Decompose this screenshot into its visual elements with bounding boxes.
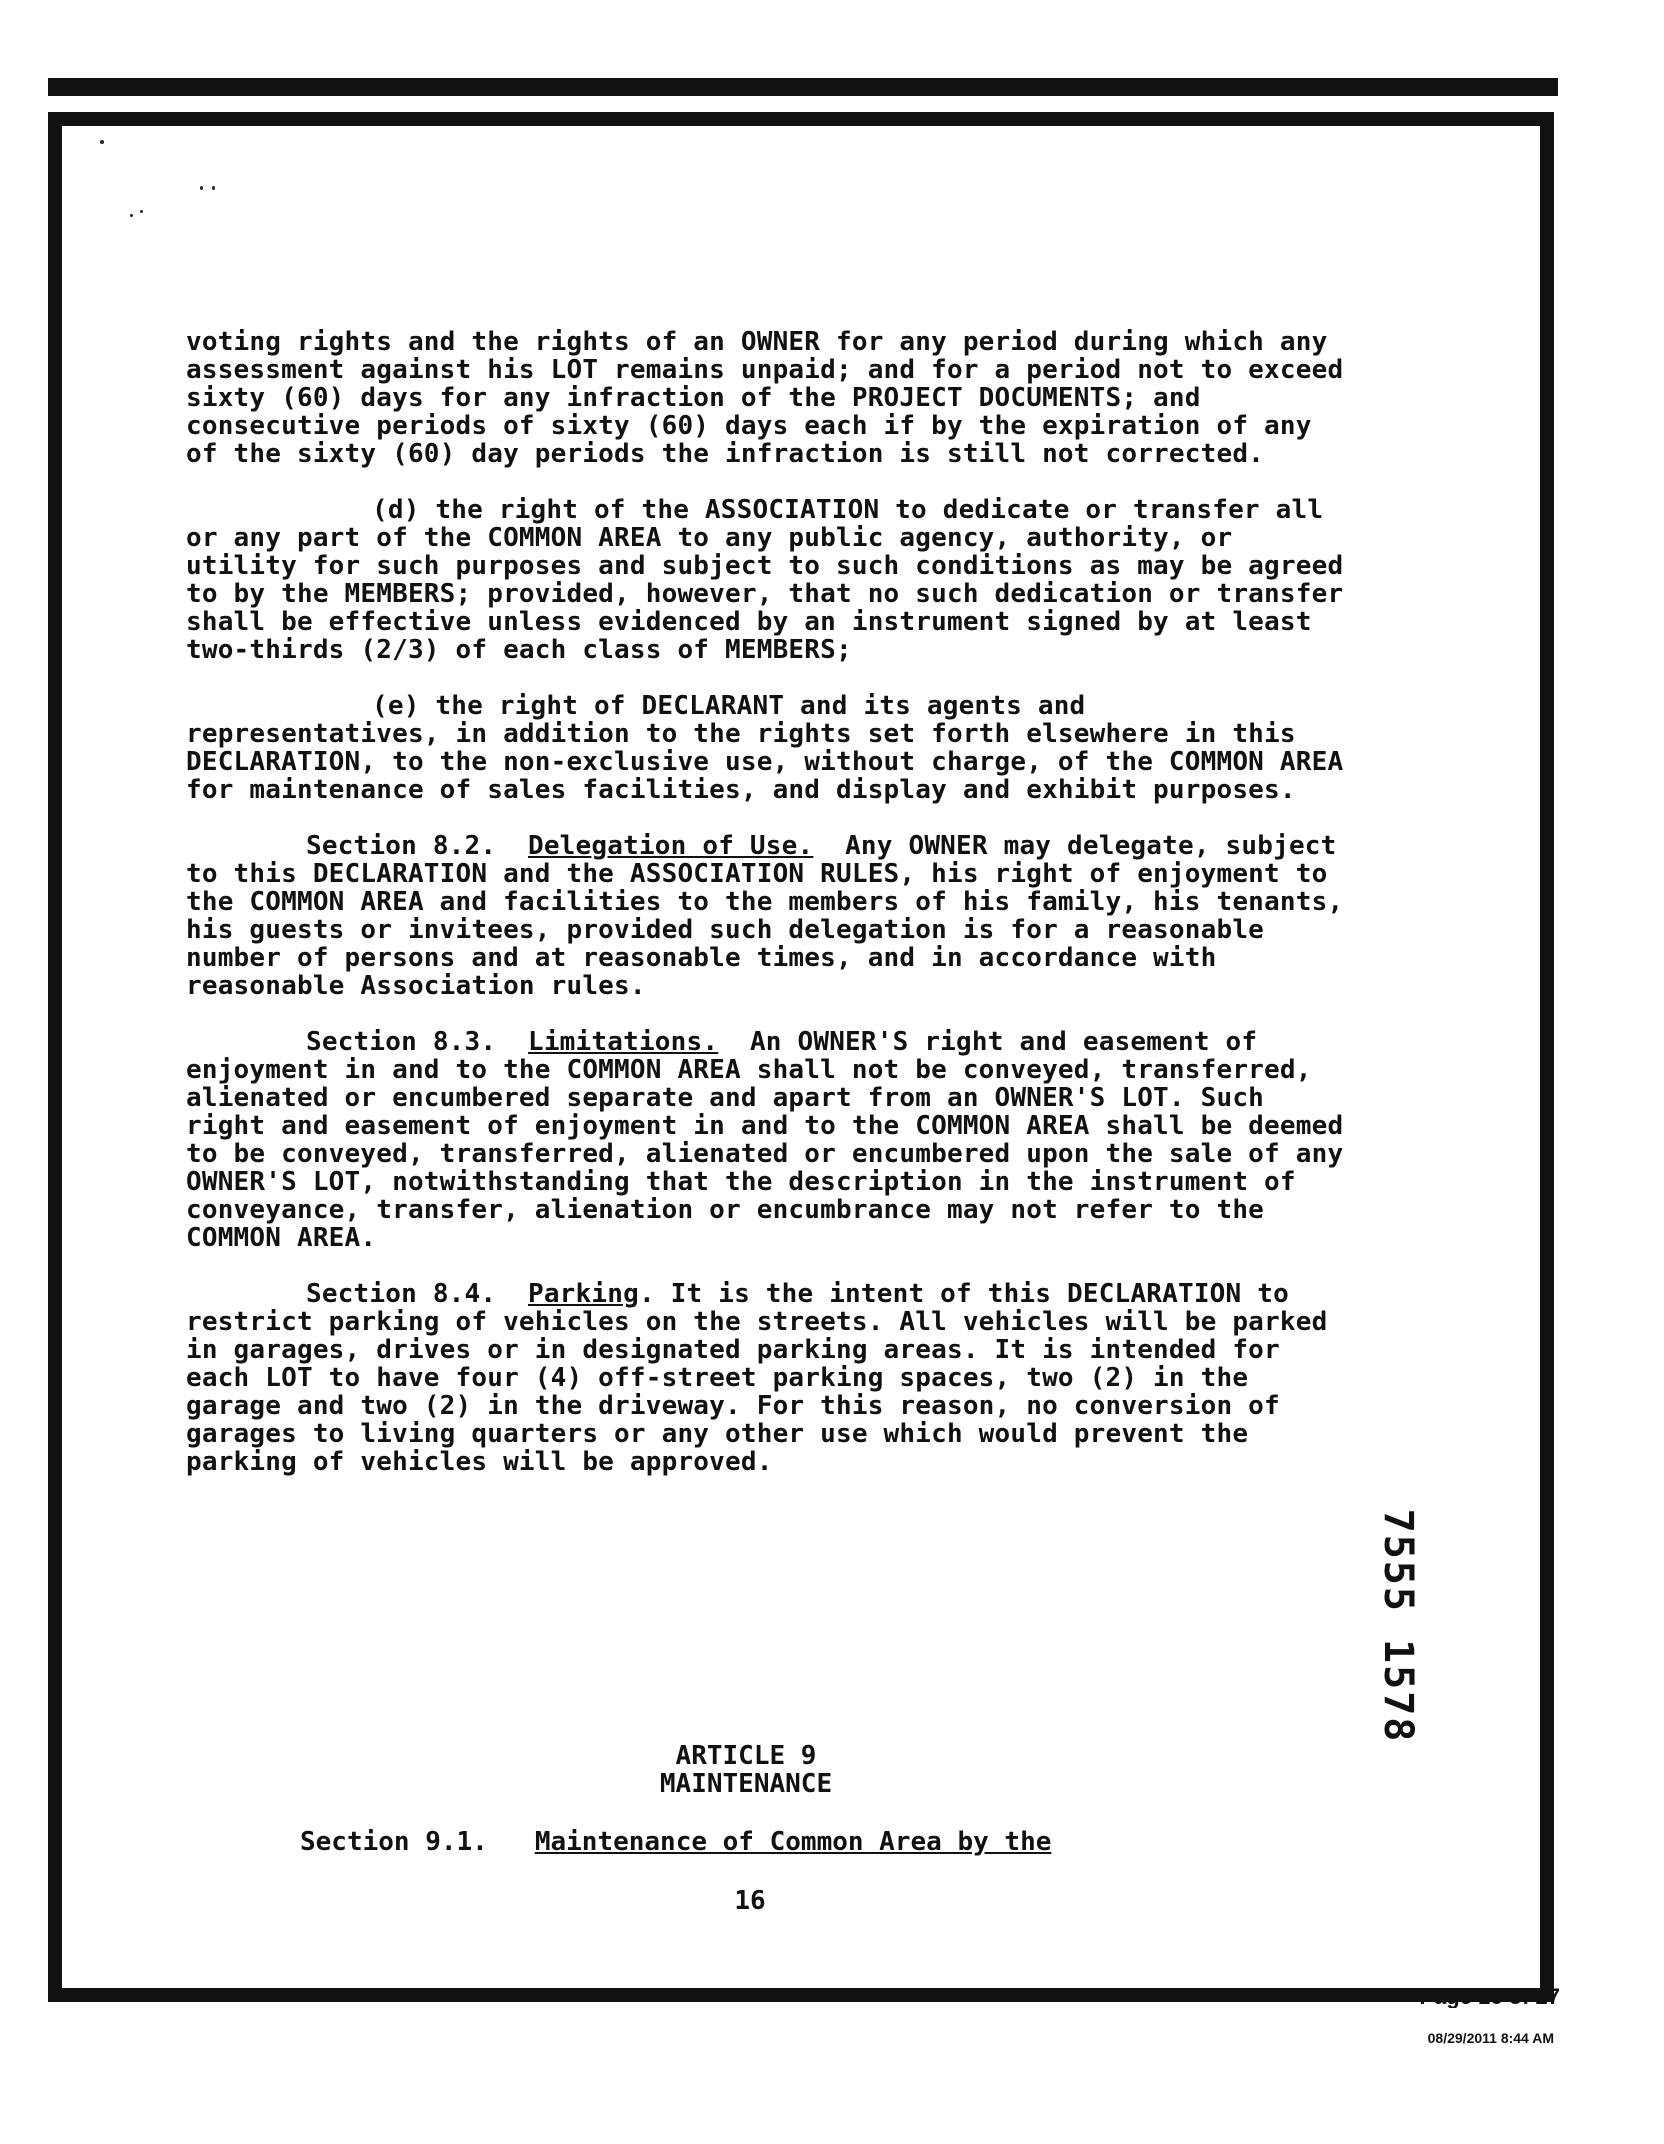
article-heading <box>186 1742 1306 1798</box>
recording-stamp <box>1368 1486 1428 1766</box>
scan-speck <box>100 140 104 144</box>
section-8-4 <box>186 1280 1346 1476</box>
footer-page-label: Page 16 of 27 <box>1419 1986 1560 2008</box>
stamp-text: 7555 1578 <box>1375 1508 1421 1744</box>
scan-speck <box>200 186 203 190</box>
section-9-1 <box>300 1828 1300 1856</box>
scan-speck <box>212 186 215 190</box>
section-text: Any OWNER may delegate, subject to this DECLARATION and the ASSOCIATION RULES, his right of enjoyment to the COMMON AREA and facilities to the members of his family, his tenants, his guests or invitees, provided such delegation is for a reasonable number of persons and at reasonable times, and in accordance with reasonable Association rules. <box>186 831 1344 1001</box>
section-title: Limitations. <box>527 1027 719 1057</box>
section-number: Section 8.4. <box>306 1279 497 1309</box>
article-number: ARTICLE 9 <box>675 1741 817 1771</box>
section-title: Parking <box>527 1279 639 1309</box>
section-number: Section 8.3. <box>306 1027 497 1057</box>
document-body <box>186 328 1346 1504</box>
footer-timestamp: 08/29/2011 8:44 AM <box>1427 2030 1554 2046</box>
paragraph-e: (e) the right of DECLARANT and its agents and representatives, in addition to the rights set forth elsewhere in this DECLARATION, to the non-exclusive use, without charge, of the COMMON AREA for maintenance of sales facilities, and display and exhibit purposes. <box>186 691 1344 805</box>
section-8-3 <box>186 1028 1346 1252</box>
scan-top-bar <box>48 78 1558 96</box>
section-8-2 <box>186 832 1346 1000</box>
scan-speck <box>140 210 143 213</box>
page-number: 16 <box>734 1886 766 1916</box>
section-title: Maintenance of Common Area by the <box>534 1827 1052 1857</box>
section-title: Delegation of Use. <box>527 831 814 861</box>
scan-speck <box>130 214 133 217</box>
section-text: . It is the intent of this DECLARATION to restrict parking of vehicles on the streets. All vehicles will be parked in garages, drives or in designated parking areas. It is intended for each LOT to have four (4) off-street parking spaces, two (2) in the garage and two (2) in the driveway. For this reason, no conversion of garages to living quarters or any other use which would prevent the parking of vehicles will be approved. <box>186 1279 1328 1477</box>
paragraph-voting-rights: voting rights and the rights of an OWNER for any period during which any assessment against his LOT remains unpaid; and for a period not to exceed sixty (60) days for any infraction of the PROJECT DOCUMENTS; and consecutive periods of sixty (60) days each if by the expiration of any of the sixty (60) day periods the infraction is still not corrected. <box>186 327 1344 469</box>
section-number: Section 9.1. <box>300 1827 488 1857</box>
section-number: Section 8.2. <box>306 831 497 861</box>
section-text: An OWNER'S right and easement of enjoyment in and to the COMMON AREA shall not be conveyed, transferred, alienated or encumbered separate and apart from an OWNER'S LOT. Such right and easement of enjoyment in and to the COMMON AREA shall be deemed to be conveyed, transferred, alienated or encumbered upon the sale of any OWNER'S LOT, notwithstanding that the description in the instrument of conveyance, transfer, alienation or encumbrance may not refer to the COMMON AREA. <box>186 1027 1344 1253</box>
article-title: MAINTENANCE <box>659 1769 833 1799</box>
paragraph-d: (d) the right of the ASSOCIATION to dedicate or transfer all or any part of the COMMON AREA to any public agency, authority, or utility for such purposes and subject to such conditions as may be agreed to by the MEMBERS; provided, however, that no such dedication or transfer shall be effective unless evidenced by an instrument signed by at least two-thirds (2/3) of each class of MEMBERS; <box>186 495 1344 665</box>
